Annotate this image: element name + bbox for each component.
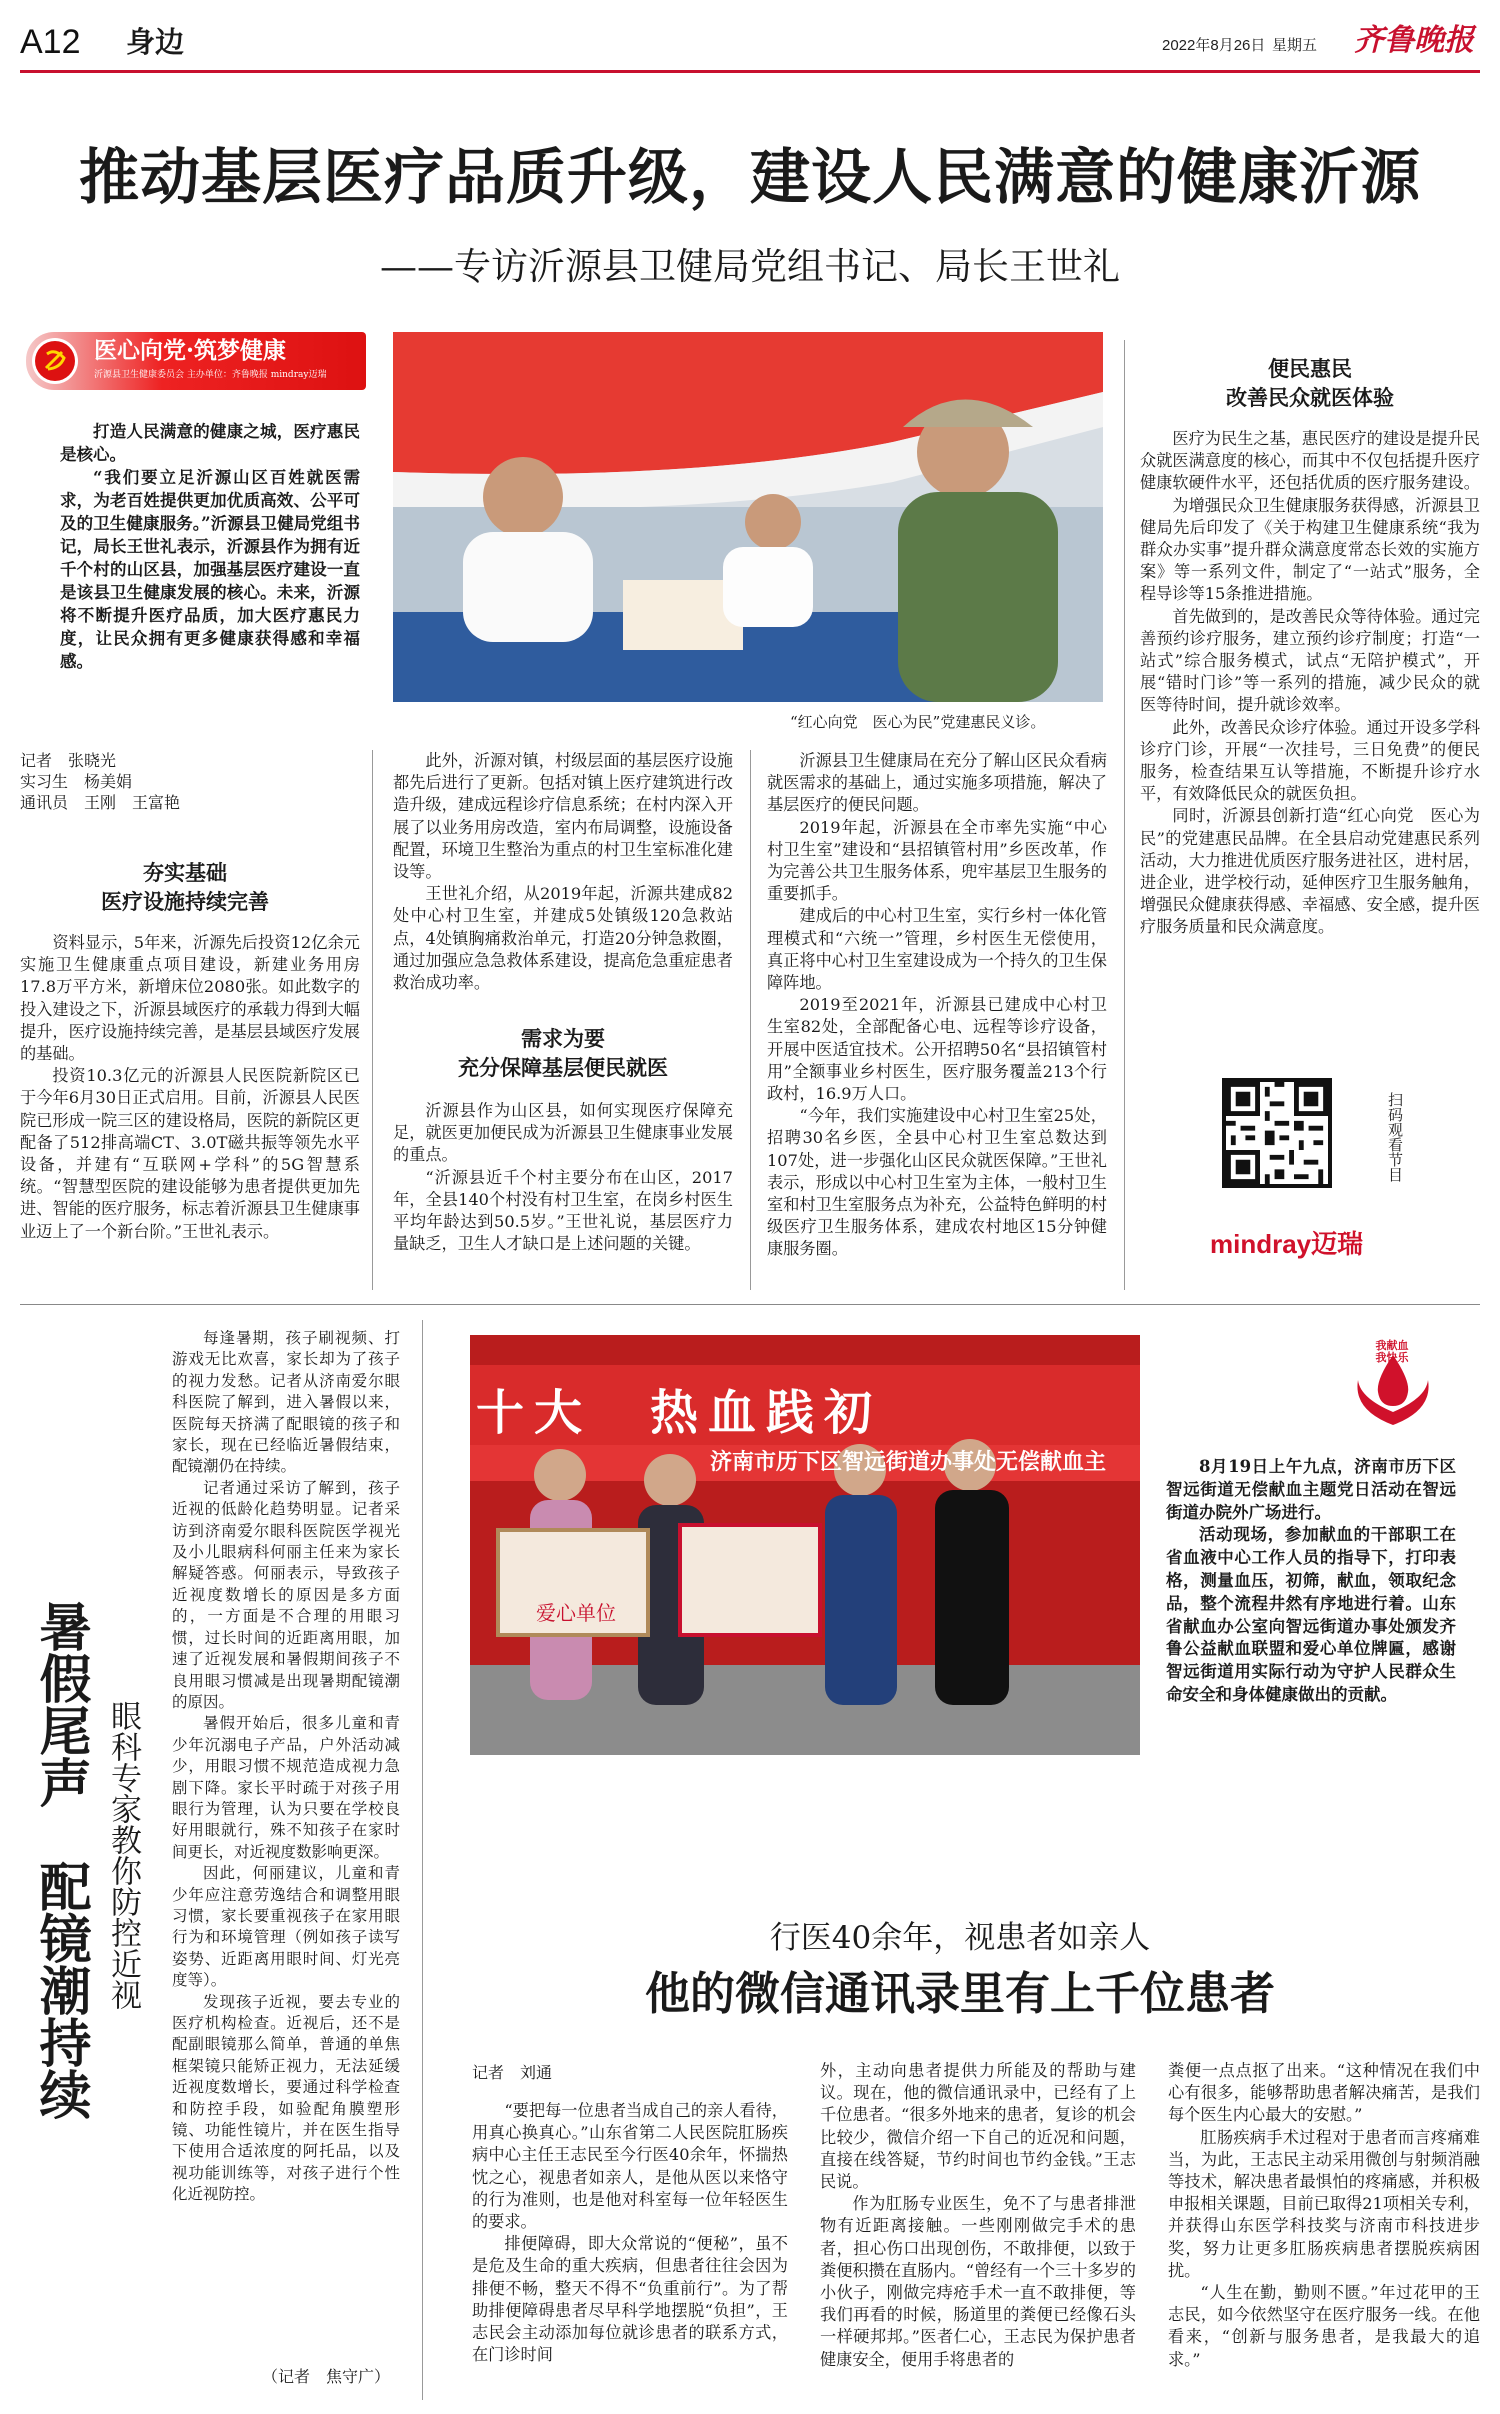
summer-title: 暑假尾声 配镜潮持续	[30, 1600, 91, 2120]
section-heading: 需求为要 充分保障基层便民就医	[458, 1026, 668, 1080]
doctor-col	[820, 2060, 1136, 2371]
badge-text: 我献血 我快乐	[1375, 1339, 1409, 1364]
blood-badge	[1348, 1340, 1438, 1430]
summer-credit: （记者 焦守广）	[262, 2367, 391, 2386]
lead-title: 推动基层医疗品质升级，建设人民满意的健康沂源	[79, 143, 1421, 213]
paragraph: 王世礼介绍，从2019年起，沂源共建成82处中心村卫生室，并建成5处镇级120急救站点，4处镇胸痛救治单元，打造20分钟急救圈，通过加强应急急救体系建设，提高危急重症患者救治成功率。	[393, 884, 733, 993]
paragraph: 作为肛肠专业医生，免不了与患者排泄物有近距离接触。一些刚刚做完手术的患者，担心伤口出现创伤，不敢排便，以致于粪便积攒在直肠内。“曾经有一个三十多岁的小伙子，刚做完痔疮手术一直不敢排便，等我们再看的时候，肠道里的粪便已经像石头一样硬邦邦。”医者仁心，王志民为保护患者健康安全，便用手将患者的	[820, 2194, 1136, 2369]
section-heading: 便民惠民 改善民众就医体验	[1226, 356, 1394, 410]
section-name: 身边	[126, 25, 185, 59]
paragraph: 沂源县作为山区县，如何实现医疗保障充足，就医更加便民成为沂源县卫生健康事业发展的重点。	[393, 1101, 733, 1165]
paragraph: 每逢暑期，孩子刷视频、打游戏无比欢喜，家长却为了孩子的视力发愁。记者从济南爱尔眼科医院了解到，进入暑假以来，医院每天挤满了配眼镜的孩子和家长，现在已经临近暑假结束，配镜潮仍在持续。	[172, 1329, 400, 1476]
paragraph: 暑假开始后，很多儿童和青少年沉溺电子产品，户外活动减少，用眼习惯不规范造成视力急剧下降。家长平时疏于对孩子用眼行为管理，认为只要在学校良好用眼就行，殊不知孩子在家时间更长，对近视度数影响更深。	[172, 1714, 400, 1861]
paragraph: 8月19日上午九点，济南市历下区智远街道无偿献血主题党日活动在智远街道办院外广场进行。	[1166, 1457, 1456, 1522]
paragraph: “人生在勤，勤则不匮。”年过花甲的王志民，如今依然坚守在医疗服务一线。在他看来，“创新与服务患者，是我最大的追求。”	[1168, 2283, 1480, 2369]
paragraph: 此外，改善民众诊疗体验。通过开设多学科诊疗门诊，开展“一次挂号，三日免费”的便民服务，检查结果互认等措施，不断提升诊疗水平，有效降低民众的就医负担。	[1140, 717, 1480, 804]
paragraph: “今年，我们实施建设中心村卫生室25处，招聘30名乡医，全县中心村卫生室总数达到107处，进一步强化山区民众就医保障。”王世礼表示，形成以中心村卫生室为主体，一般村卫生室和村卫生室服务点为补充，公益特色鲜明的村级医疗卫生服务体系，建成农村地区15分钟健康服务圈。	[767, 1106, 1107, 1259]
header-rule	[20, 70, 1480, 73]
paragraph: 活动现场，参加献血的干部职工在省血液中心工作人员的指导下，打印表格，测量血压，初筛，献血，领取纪念品，整个流程井然有序地进行着。山东省献血办公室向智远街道办事处颁发齐鲁公益献血联盟和爱心单位牌匾，感谢智远街道用实际行动为守护人民群众生命安全和身体健康做出的贡献。	[1166, 1525, 1456, 1704]
paragraph: 同时，沂源县创新打造“红心向党 医心为民”的党建惠民品牌。在全县启动党建惠民系列活动，大力推进优质医疗服务进社区，进村居，进企业，进学校行动，延伸医疗卫生服务触角，增强民众健康获得感、幸福感、安全感，提升医疗服务质量和民众满意度。	[1140, 806, 1480, 937]
paragraph: 医疗为民生之基，惠民医疗的建设是提升民众就医满意度的核心，而其中不仅包括提升医疗健康软硬件水平，还包括优质的医疗服务建设。	[1140, 429, 1480, 493]
plaque-text: 爱心单位	[536, 1601, 616, 1625]
section-body	[393, 750, 733, 994]
blood-photo	[470, 1335, 1140, 1755]
paragraph: “沂源县近千个村主要分布在山区，2017年，全县140个村没有村卫生室，在岗乡村医生平均年龄达到50.5岁。”王世礼说，基层医疗力量缺乏，卫生人才缺口是上述问题的关键。	[393, 1167, 733, 1254]
paragraph: “要把每一位患者当成自己的亲人看待，用真心换真心。”山东省第二人民医院肛肠疾病中心主任王志民至今行医40余年，怀揣热忱之心，视患者如亲人，是他从医以来恪守的行为准则，也是他对科室每一位年轻医生的要求。	[472, 2101, 788, 2232]
photo-banner-subtext: 济南市历下区智远街道办事处无偿献血主	[710, 1449, 1107, 1475]
intro-paragraph: 打造人民满意的健康之城，医疗惠民是核心。	[60, 422, 360, 464]
lead-subtitle: ——专访沂源县卫健局党组书记、局长王世礼	[380, 245, 1120, 288]
summer-body	[172, 1328, 400, 2206]
paragraph: 此外，沂源对镇，村级层面的基层医疗设施都先后进行了更新。包括对镇上医疗建筑进行改造升级，建成远程诊疗信息系统；在村内深入开展了以业务用房改造，室内布局调整，设施设备配置，环境卫生整治为重点的村卫生室标准化建设等。	[393, 751, 733, 882]
column-rule	[422, 1320, 423, 2400]
lead-intro	[60, 420, 360, 673]
lead-photo-caption: “红心向党 医心为民”党建惠民义诊。	[790, 713, 1046, 731]
paragraph: 沂源县卫生健康局在充分了解山区民众看病就医需求的基础上，通过实施多项措施，解决了基层医疗的便民问题。	[767, 751, 1107, 815]
paragraph: 为增强民众卫生健康服务获得感，沂源县卫健局先后印发了《关于构建卫生健康系统“我为群众办实事”提升群众满意度常态长效的实施方案》等一系列文件，制定了“一站式”服务，全程导诊等15条推进措施。	[1140, 495, 1480, 604]
lead-credits	[20, 750, 350, 813]
issue-date: 2022年8月26日	[1162, 37, 1266, 54]
banner-main-text: 医心向党·筑梦健康	[94, 337, 287, 364]
doctor-col	[1168, 2060, 1480, 2371]
paragraph: 肛肠疾病手术过程对于患者而言疼痛难当，为此，王志民主动采用微创与射频消融等技术，解决患者最惧怕的疼痛感，并积极申报相关课题，目前已取得21项相关专利，并获得山东医学科技奖与济南市科技进步奖，努力让更多肛肠疾病患者摆脱疾病困扰。	[1168, 2127, 1480, 2280]
qr-label: 扫码观看节目	[1386, 1092, 1404, 1182]
doctor-title: 他的微信通讯录里有上千位患者	[644, 1967, 1275, 2020]
section-body	[767, 750, 1107, 1261]
campaign-banner	[26, 332, 366, 390]
page-header	[20, 18, 1480, 70]
sponsor-logo: mindray迈瑞	[1210, 1229, 1364, 1259]
paragraph: 建成后的中心村卫生室，实行乡村一体化管理模式和“六统一”管理，乡村医生无偿使用，真正将中心村卫生室建设成为一个持久的卫生保障阵地。	[767, 906, 1107, 993]
section-body	[20, 932, 360, 1243]
paper-logo: 齐鲁晚报	[1354, 23, 1474, 58]
paragraph: 首先做到的，是改善民众等待体验。通过完善预约诊疗服务，建立预约诊疗制度；打造“一站式”综合服务模式，试点“无陪护模式”，开展“错时门诊”等一系列的措施，减少民众的就医等待时间，提升就诊效率。	[1140, 606, 1480, 715]
doctor-kicker: 行医40余年，视患者如亲人	[769, 1920, 1151, 1956]
paragraph: 资料显示，5年来，沂源先后投资12亿余元实施卫生健康重点项目建设，新建业务用房17.8万平方米，新增床位2080张。如此数字的投入建设之下，沂源县域医疗的承载力得到大幅提升，医疗设施持续完善，是基层县域医疗发展的基础。	[20, 933, 360, 1064]
blood-body	[1166, 1456, 1456, 1707]
lead-photo	[393, 332, 1103, 702]
column-rule	[750, 750, 751, 1290]
section-heading: 夯实基础 医疗设施持续完善	[101, 860, 269, 914]
column-rule	[1124, 340, 1125, 1290]
summer-subtitle: 眼科专家教你防控近视	[105, 1700, 141, 2010]
doctor-credit: 记者 刘通	[472, 2063, 553, 2082]
paragraph: 发现孩子近视，要去专业的医疗机构检查。近视后，还不是配副眼镜那么简单，普通的单焦框架镜只能矫正视力，无法延缓近视度数增长，要通过科学检查和防控手段，如验配角膜塑形镜、功能性镜片，并在医生指导下使用合适浓度的阿托品，以及视功能训练等，对孩子进行个性化近视防控。	[172, 1992, 400, 2204]
photo-banner-text: 十大 热血践初	[476, 1385, 883, 1441]
credit-line: 记者 张晓光	[20, 751, 117, 770]
issue-weekday: 星期五	[1272, 36, 1318, 54]
paragraph: 因此，何丽建议，儿童和青少年应注意劳逸结合和调整用眼习惯，家长要重视孩子在家用眼行为和环境管理（例如孩子读写姿势、近距离用眼时间、灯光亮度等）。	[172, 1864, 400, 1990]
paragraph: 粪便一点点抠了出来。“这种情况在我们中心有很多，能够帮助患者解决痛苦，是我们每个医生内心最大的安慰。”	[1168, 2061, 1480, 2125]
credit-line: 实习生 杨美娟	[20, 772, 133, 791]
section-body	[393, 1100, 733, 1255]
credit-line: 通讯员 王刚 王富艳	[20, 793, 181, 812]
party-emblem-icon	[32, 338, 78, 384]
page-number: A12	[20, 23, 81, 61]
paragraph: 投资10.3亿元的沂源县人民医院新院区已于今年6月30日正式启用。目前，沂源县人民医院已形成一院三区的建设格局，医院的新院区更配备了512排高端CT、3.0T磁共振等领先水平设备，并建有“互联网+学科”的5G智慧系统。“智慧型医院的建设能够为患者提供更加先进、智能的医疗服务，标志着沂源县卫生健康事业迈上了一个新台阶。”王世礼表示。	[20, 1066, 360, 1241]
banner-small-text: 沂源县卫生健康委员会 主办单位：齐鲁晚报 mindray迈瑞	[94, 370, 327, 380]
paragraph: 外，主动向患者提供力所能及的帮助与建议。现在，他的微信通讯录中，已经有了上千位患者。“很多外地来的患者，复诊的机会比较少，微信介绍一下自己的近况和问题，直接在线答疑，节约时间也节约金钱。”王志民说。	[820, 2061, 1136, 2192]
section-body	[1140, 428, 1480, 939]
doctor-col	[472, 2100, 788, 2366]
paragraph: 2019年起，沂源县在全市率先实施“中心村卫生室”建设和“县招镇管村用”乡医改革，作为完善公共卫生服务体系，兜牢基层卫生服务的重要抓手。	[767, 817, 1107, 904]
paragraph: 记者通过采访了解到，孩子近视的低龄化趋势明显。记者采访到济南爱尔眼科医院医学视光及小儿眼病科何丽主任来为家长解疑答惑。何丽表示，导致孩子近视度数增长的原因是多方面的，一方面是不合理的用眼习惯，过长时间的近距离用眼，加速了近视发展和暑假期间孩子不良用眼习惯减是出现暑期配镜潮的原因。	[172, 1478, 400, 1711]
paragraph: 排便障碍，即大众常说的“便秘”，虽不是危及生命的重大疾病，但患者往往会因为排便不畅，整天不得不“负重前行”。为了帮助排便障碍患者尽早科学地摆脱“负担”，王志民会主动添加每位就诊患者的联系方式，在门诊时间	[472, 2234, 788, 2365]
qr-code[interactable]	[1222, 1078, 1332, 1188]
intro-paragraph: “我们要立足沂源山区百姓就医需求，为老百姓提供更加优质高效、公平可及的卫生健康服务。”沂源县卫健局党组书记，局长王世礼表示，沂源县作为拥有近千个村的山区县，加强基层医疗建设一直是该县卫生健康发展的核心。未来，沂源将不断提升医疗品质，加大医疗惠民力度，让民众拥有更多健康获得感和幸福感。	[60, 468, 360, 671]
paragraph: 2019至2021年，沂源县已建成中心村卫生室82处，全部配备心电、远程等诊疗设备，开展中医适宜技术。公开招聘50名“县招镇管村用”全额事业乡村医生，医疗服务覆盖213个行政村，16.9万人口。	[767, 995, 1107, 1104]
column-rule	[372, 750, 373, 1290]
section-divider	[20, 1304, 1480, 1305]
